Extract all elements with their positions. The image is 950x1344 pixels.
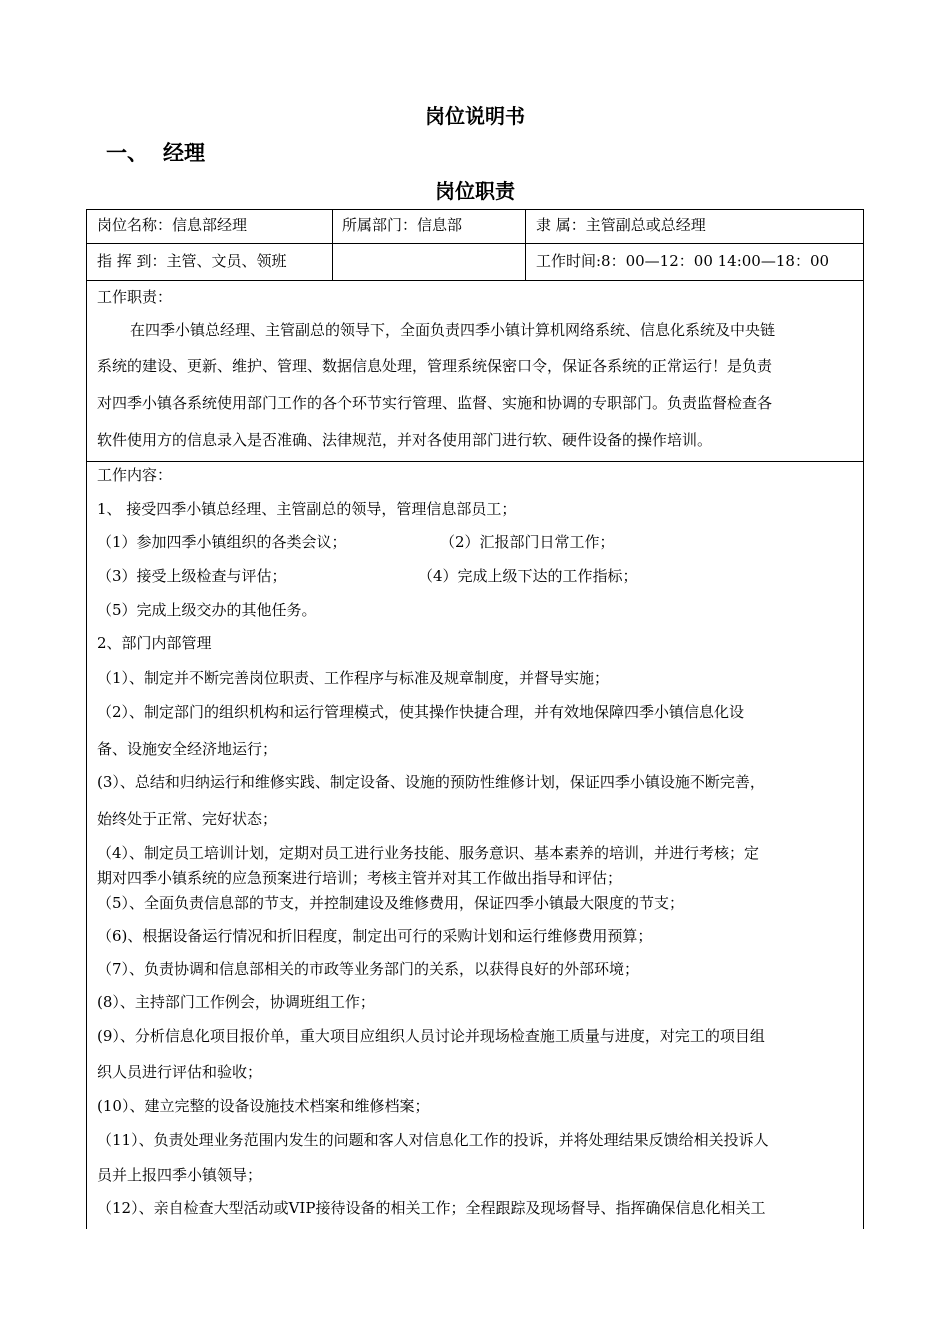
position-name-cell: 岗位名称：信息部经理 bbox=[97, 216, 248, 234]
content-line: （1）、制定并不断完善岗位职责、工作程序与标准及规章制度，并督导实施； bbox=[97, 669, 610, 687]
content-subitem: （5）完成上级交办的其他任务。 bbox=[97, 601, 317, 619]
content-line: 始终处于正常、完好状态； bbox=[97, 810, 278, 828]
content-line: （7）、负责协调和信息部相关的市政等业务部门的关系，以获得良好的外部环境； bbox=[97, 960, 640, 978]
row-divider bbox=[86, 461, 864, 462]
content-line: 员并上报四季小镇领导； bbox=[97, 1166, 263, 1184]
content-line: （11）、负责处理业务范围内发生的问题和客人对信息化工作的投诉，并将处理结果反馈给相关投诉人 bbox=[97, 1131, 769, 1149]
content-line: (10）、建立完整的设备设施技术档案和维修档案； bbox=[97, 1097, 430, 1115]
content-subitem: （4）完成上级下达的工作指标； bbox=[418, 567, 638, 585]
table-title: 岗位职责 bbox=[435, 179, 515, 203]
column-divider bbox=[525, 209, 526, 280]
content-line: (9）、分析信息化项目报价单，重大项目应组织人员讨论并现场检查施工质量与进度，对完工的项目组 bbox=[97, 1027, 765, 1045]
content-line: (8）、主持部门工作例会，协调班组工作； bbox=[97, 993, 375, 1011]
department-cell: 所属部门：信息部 bbox=[342, 216, 463, 234]
directs-cell: 指 挥 到：主管、文员、领班 bbox=[97, 252, 287, 270]
work-hours-cell: 工作时间:8：00—12：00 14:00—18：00 bbox=[536, 252, 830, 270]
duties-line: 对四季小镇各系统使用部门工作的各个环节实行管理、监督、实施和协调的专职部门。负责监督检查各 bbox=[97, 394, 773, 412]
content-item: 2、部门内部管理 bbox=[97, 634, 212, 652]
content-line: 备、设施安全经济地运行； bbox=[97, 740, 278, 758]
column-divider bbox=[332, 209, 333, 280]
row-divider bbox=[86, 280, 864, 281]
section-title: 经理 bbox=[163, 141, 205, 165]
section-number: 一、 bbox=[106, 141, 148, 165]
content-heading: 工作内容： bbox=[97, 466, 173, 484]
row-divider bbox=[86, 243, 864, 244]
content-line: （5）、全面负责信息部的节支，并控制建设及维修费用，保证四季小镇最大限度的节支； bbox=[97, 894, 685, 912]
content-subitem: （3）接受上级检查与评估； bbox=[97, 567, 287, 585]
content-subitem: （2）汇报部门日常工作； bbox=[440, 533, 615, 551]
content-item: 1、 接受四季小镇总经理、主管副总的领导，管理信息部员工； bbox=[97, 500, 517, 518]
document-title: 岗位说明书 bbox=[425, 104, 525, 128]
content-line: （2）、制定部门的组织机构和运行管理模式，使其操作快捷合理，并有效地保障四季小镇信息化设 bbox=[97, 703, 745, 721]
content-line: （6)、根据设备运行情况和折旧程度，制定出可行的采购计划和运行维修费用预算； bbox=[97, 927, 653, 945]
content-line: (3）、总结和归纳运行和维修实践、制定设备、设施的预防性维修计划，保证四季小镇设施不断完善， bbox=[97, 773, 765, 791]
duties-heading: 工作职责： bbox=[97, 288, 173, 306]
content-line: 期对四季小镇系统的应急预案进行培训；考核主管并对其工作做出指导和评估； bbox=[97, 869, 623, 887]
content-line: （12）、亲自检查大型活动或VIP接待设备的相关工作；全程跟踪及现场督导、指挥确保信息化相关工 bbox=[97, 1199, 766, 1217]
duties-line: 系统的建设、更新、维护、管理、数据信息处理，管理系统保密口令，保证各系统的正常运行！是负责 bbox=[97, 357, 773, 375]
reports-to-cell: 隶 属：主管副总或总经理 bbox=[536, 216, 706, 234]
content-line: （4）、制定员工培训计划，定期对员工进行业务技能、服务意识、基本素养的培训，并进行考核；定 bbox=[97, 844, 760, 862]
duties-line: 在四季小镇总经理、主管副总的领导下，全面负责四季小镇计算机网络系统、信息化系统及中央链 bbox=[130, 321, 776, 339]
duties-line: 软件使用方的信息录入是否准确、法律规范，并对各使用部门进行软、硬件设备的操作培训。 bbox=[97, 431, 713, 449]
content-subitem: （1）参加四季小镇组织的各类会议； bbox=[97, 533, 347, 551]
content-line: 织人员进行评估和验收； bbox=[97, 1063, 263, 1081]
